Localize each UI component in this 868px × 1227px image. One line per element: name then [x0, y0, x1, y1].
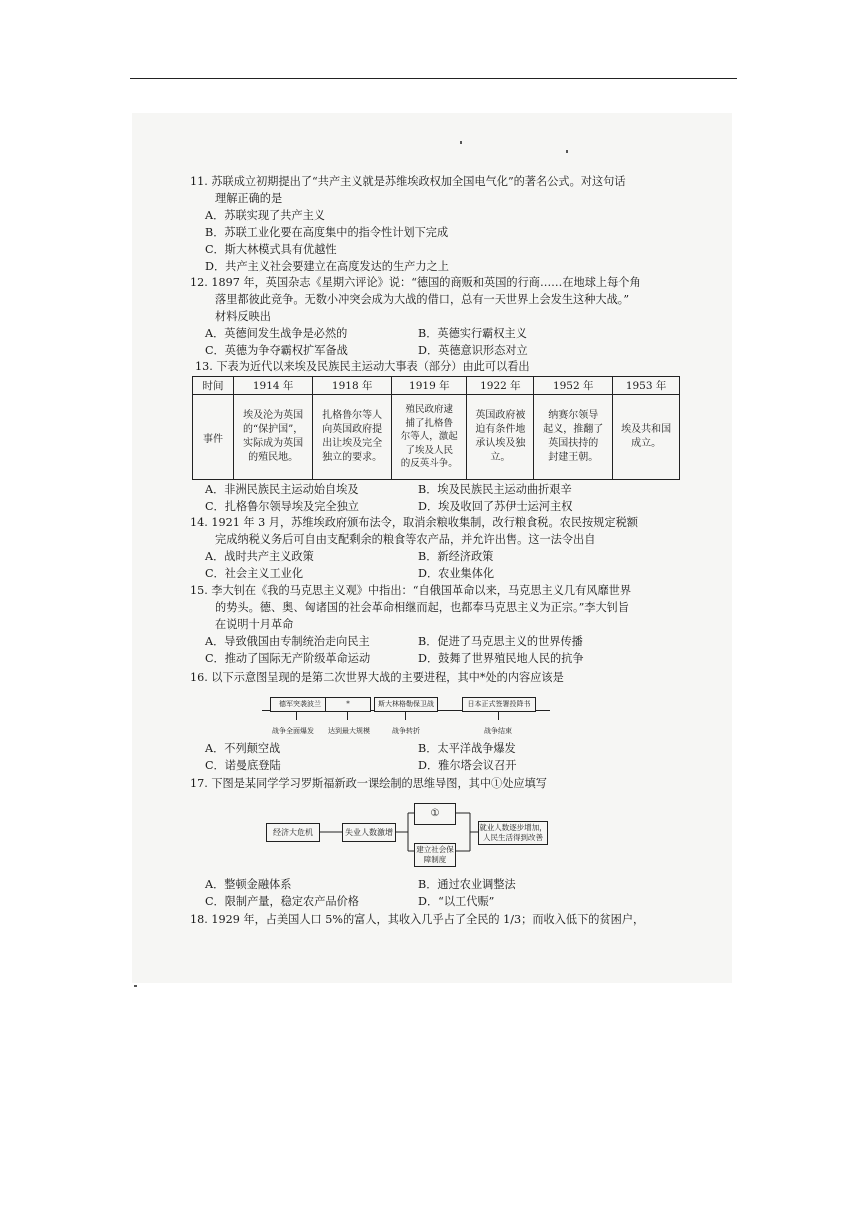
event-line: 了埃及人民: [405, 444, 454, 456]
q17-option-c: C．限制产量，稳定农产品价格: [205, 895, 359, 908]
timeline-label: 战争转折: [392, 727, 420, 735]
q11-option-b: B．苏联工业化要在高度集中的指令性计划下完成: [205, 226, 449, 239]
event-line: 英国政府被: [475, 410, 526, 421]
event-line: 迫有条件地: [475, 424, 526, 435]
event-line: 承认埃及独: [475, 438, 526, 449]
timeline-label: 达到最大规模: [328, 727, 370, 735]
event-line: 独立的要求。: [322, 452, 383, 463]
event-line: 扎格鲁尔等人: [322, 410, 383, 421]
event-line: 成立。: [631, 438, 662, 449]
table-year: 1914 年: [234, 377, 313, 395]
q16-option-d: D．雅尔塔会议召开: [418, 759, 517, 772]
q16-option-b: B．太平洋战争爆发: [418, 742, 516, 755]
table-year: 1919 年: [392, 377, 467, 395]
q16-stem: 16. 以下示意图呈现的是第二次世界大战的主要进程，其中*处的内容应该是: [190, 671, 564, 684]
q17-option-d: D．“以工代赈”: [418, 895, 495, 908]
q11-option-a: A．苏联实现了共产主义: [205, 209, 325, 222]
event-line: 尔等人，激起: [400, 431, 458, 443]
event-line: 的“保护国”，: [242, 424, 304, 435]
mindmap-node-result: 就业人数逐步增加，人民生活得到改善: [478, 821, 548, 845]
q13-option-d: D．埃及收回了苏伊士运河主权: [418, 500, 573, 513]
q13-stem: 13. 下表为近代以来埃及民族民主运动大事表（部分）由此可以看出: [195, 360, 530, 373]
q15-stem-line2: 的势头。德、奥、匈诸国的社会革命相继而起，也都奉马克思主义为正宗。”李大钊旨: [215, 601, 630, 614]
q14-stem-line1: 14. 1921 年 3 月，苏维埃政府颁布法令，取消余粮收集制，改行粮食税。农民按规定税额: [190, 516, 638, 529]
q15-option-a: A．导致俄国由专制统治走向民主: [205, 635, 370, 648]
event-line: 起义，推翻了: [543, 424, 604, 435]
q17-option-a: A．整顿金融体系: [205, 878, 292, 891]
timeline-box-blank: *: [325, 697, 371, 712]
event-line: 封建王朝。: [548, 452, 599, 463]
q14-option-d: D．农业集体化: [418, 567, 495, 580]
q12-stem-line1: 12. 1897 年，英国杂志《星期六评论》说：“德国的商贩和英国的行商……在地球上每个角: [190, 276, 641, 289]
table-header-time: 时间: [193, 377, 234, 395]
q11-stem-line1: 11. 苏联成立初期提出了“共产主义就是苏维埃政权加全国电气化”的著名公式。对这句话: [190, 175, 626, 188]
q18-stem: 18. 1929 年，占美国人口 5%的富人，其收入几乎占了全民的 1/3；而收入低下的贫困户，: [190, 913, 645, 926]
q11-stem-line2: 理解正确的是: [215, 192, 283, 205]
q14-stem-line2: 完成纳税义务后可自由支配剩余的粮食等农产品，并允许出售。这一法令出自: [215, 533, 596, 546]
mindmap-node-crisis: 经济大危机: [266, 823, 320, 842]
mindmap-node-blank: ①: [414, 803, 456, 825]
q15-stem-line1: 15. 李大钊在《我的马克思主义观》中指出：“自俄国革命以来，马克思主义几有风靡世界: [190, 584, 632, 597]
q13-option-b: B．埃及民族民主运动曲折艰辛: [418, 483, 572, 496]
timeline-box: 斯大林格勒保卫战: [374, 697, 438, 712]
event-line: 埃及共和国: [621, 424, 672, 435]
mindmap-node-unemployment: 失业人数激增: [342, 823, 396, 842]
table-year: 1918 年: [313, 377, 392, 395]
event-line: 纳赛尔领导: [548, 410, 599, 421]
q16-option-c: C．诺曼底登陆: [205, 759, 281, 772]
q12-stem-line2: 落里都彼此竞争。无数小冲突会成为大战的借口，总有一天世界上会发生这种大战。”: [215, 293, 630, 306]
q11-option-c: C．斯大林模式具有优越性: [205, 243, 337, 256]
q17-stem: 17. 下图是某同学学习罗斯福新政一课绘制的思维导图，其中①处应填写: [190, 777, 547, 790]
table-year: 1952 年: [534, 377, 613, 395]
q12-option-d: D．英德意识形态对立: [418, 344, 528, 357]
event-line: 英国扶持的: [548, 438, 599, 449]
scan-speck: [134, 985, 137, 987]
table-header-event: 事件: [193, 395, 234, 480]
q16-option-a: A．不列颠空战: [205, 742, 281, 755]
q13-option-c: C．扎格鲁尔领导埃及完全独立: [205, 500, 359, 513]
q15-option-b: B．促进了马克思主义的世界传播: [418, 635, 583, 648]
q15-option-c: C．推动了国际无产阶级革命运动: [205, 652, 371, 665]
q15-stem-line3: 在说明十月革命: [215, 618, 294, 631]
q14-option-b: B．新经济政策: [418, 550, 494, 563]
q12-stem-line3: 材料反映出: [215, 310, 271, 323]
q13-option-a: A．非洲民族民主运动始自埃及: [205, 483, 359, 496]
q12-option-a: A．英德间发生战争是必然的: [205, 327, 348, 340]
timeline-box: 德军突袭波兰: [270, 697, 330, 712]
q12-option-c: C．英德为争夺霸权扩军备战: [205, 344, 348, 357]
q15-option-d: D．鼓舞了世界殖民地人民的抗争: [418, 652, 584, 665]
event-line: 的反英斗争。: [400, 458, 458, 470]
q12-option-b: B．英德实行霸权主义: [418, 327, 527, 340]
table-year: 1922 年: [467, 377, 534, 395]
timeline-label: 战争结束: [484, 727, 512, 735]
q14-option-c: C．社会主义工业化: [205, 567, 304, 580]
event-line: 捕了扎格鲁: [405, 417, 454, 429]
q17-option-b: B．通过农业调整法: [418, 878, 516, 891]
event-line: 实际成为英国: [243, 438, 304, 449]
q11-option-d: D．共产主义社会要建立在高度发达的生产力之上: [205, 260, 449, 273]
event-line: 的殖民地。: [248, 452, 299, 463]
table-year: 1953 年: [613, 377, 680, 395]
event-line: 立。: [490, 452, 511, 463]
timeline-label: 战争全面爆发: [272, 727, 314, 735]
event-line: 殖民政府逮: [405, 404, 454, 416]
event-line: 向英国政府提: [322, 424, 383, 435]
q14-option-a: A．战时共产主义政策: [205, 550, 314, 563]
event-line: 埃及沦为英国: [243, 410, 304, 421]
mindmap-node-social-security: 建立社会保障制度: [414, 843, 456, 867]
timeline-box: 日本正式签署投降书: [462, 697, 536, 712]
event-line: 出让埃及完全: [322, 438, 383, 449]
